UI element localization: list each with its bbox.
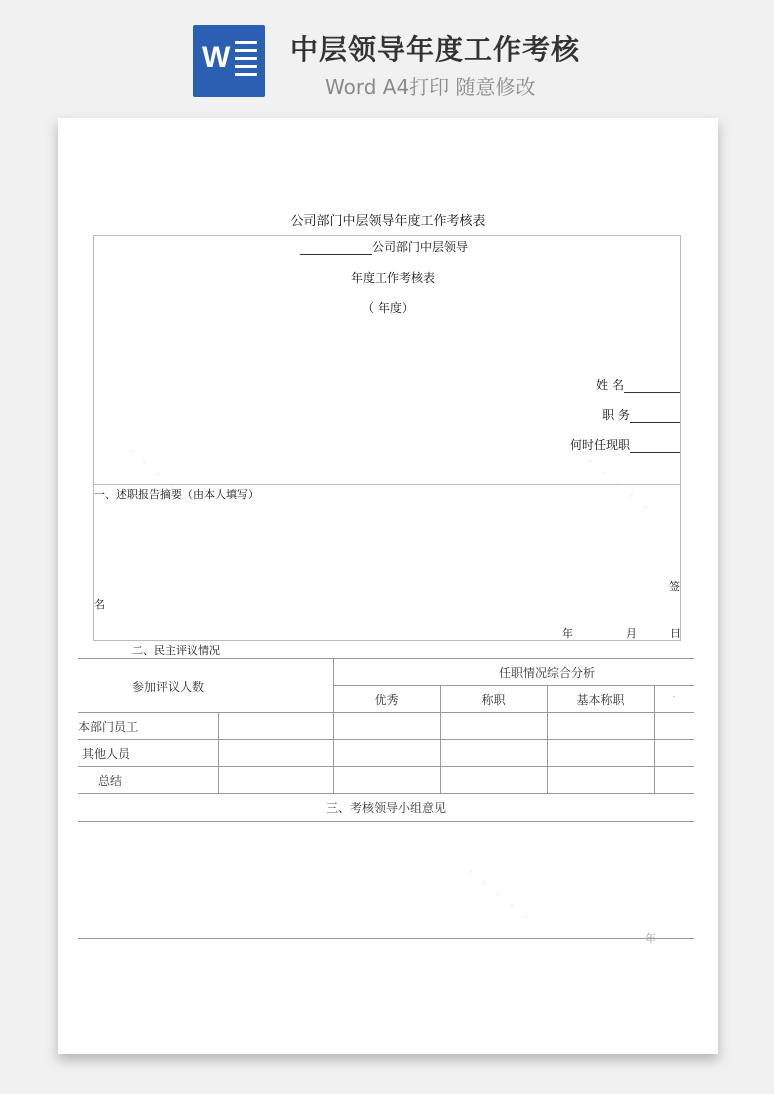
section2-heading: 二、民主评议情况 — [132, 644, 220, 657]
subcol-partial: · — [672, 690, 676, 704]
word-icon — [193, 25, 265, 97]
month-label: 月 — [626, 627, 637, 640]
tenure-field: 何时任现职 — [570, 436, 680, 453]
cover-line1: 公司部门中层领导 — [300, 238, 468, 255]
table-border — [218, 712, 219, 794]
table-border — [78, 793, 694, 794]
row-label-total: 总结 — [98, 774, 123, 788]
table-border — [333, 658, 334, 794]
tenure-blank — [630, 440, 680, 453]
section3-border — [78, 821, 694, 822]
name-field: 姓 名 — [596, 376, 680, 393]
watermark — [457, 856, 540, 933]
year-label: 年 — [562, 627, 573, 640]
position-field: 职 务 — [602, 406, 680, 423]
row-label-dept-staff: 本部门员工 — [78, 720, 139, 734]
word-icon-lines — [235, 41, 257, 81]
section3-heading: 三、考核领导小组意见 — [325, 801, 446, 815]
sign-char-2: 名 — [94, 598, 105, 611]
word-icon-letter: W — [202, 41, 231, 74]
subcol-excellent: 优秀 — [374, 693, 399, 707]
cover-line3: （ 年度） — [362, 301, 414, 315]
col-participants: 参加评议人数 — [131, 680, 204, 694]
table-border — [78, 766, 694, 767]
section1-heading: 一、述职报告摘要（由本人填写） — [94, 488, 259, 501]
cover-box — [93, 235, 681, 485]
row-label-others: 其他人员 — [82, 747, 131, 761]
subcol-basic: 基本称职 — [576, 693, 625, 707]
report-summary-box — [93, 484, 681, 641]
table-border — [78, 658, 694, 659]
table-border — [654, 685, 655, 794]
blank-line — [300, 242, 372, 255]
table-border — [333, 685, 694, 686]
day-label: 日 — [670, 627, 681, 640]
col-analysis: 任职情况综合分析 — [498, 666, 595, 680]
name-blank — [624, 380, 680, 393]
cover-line2: 年度工作考核表 — [350, 271, 435, 285]
section3-year-label: 年 — [645, 932, 656, 945]
document-page — [58, 118, 718, 1054]
sign-char-1: 签 — [669, 580, 680, 593]
page-subtitle: Word A4打印 随意修改 — [325, 75, 536, 99]
page-title: 中层领导年度工作考核 — [290, 33, 581, 66]
section3-border — [78, 938, 694, 939]
position-blank — [630, 410, 680, 423]
document-title: 公司部门中层领导年度工作考核表 — [290, 214, 486, 229]
evaluation-table — [78, 658, 694, 795]
subcol-competent: 称职 — [481, 693, 506, 707]
table-border — [78, 712, 694, 713]
table-border — [78, 739, 694, 740]
